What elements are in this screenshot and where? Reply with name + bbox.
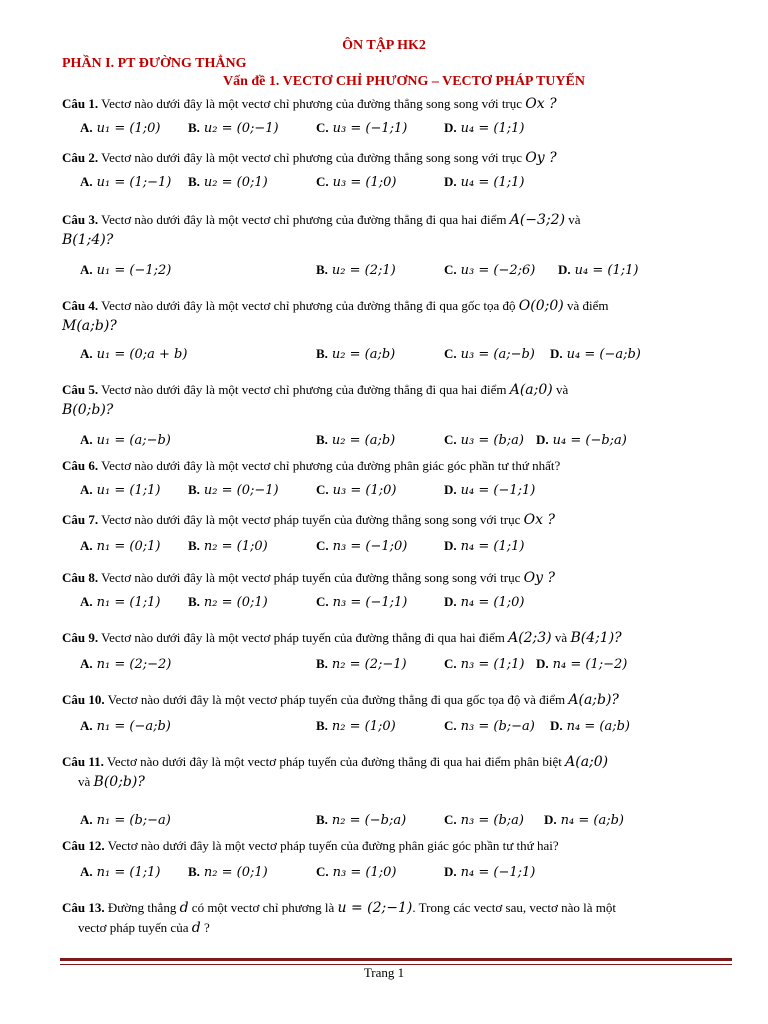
answer-row-3	[80, 262, 740, 282]
option-c[interactable]: C. n₃ = (1;1)	[444, 656, 525, 672]
option-d[interactable]: D. n₄ = (1;0)	[444, 594, 525, 610]
answer-row-6	[80, 482, 740, 502]
option-a[interactable]: A. n₁ = (b;−a)	[80, 812, 171, 828]
option-b[interactable]: B. u₂ = (0;1)	[188, 174, 268, 190]
question-4: Câu 4. Vectơ nào dưới đây là một vectơ chỉ phương của đường thẳng đi qua gốc tọa độ O(0;0) và điểm M(a;b)?	[62, 298, 609, 334]
question-label: Câu 5.	[62, 382, 99, 397]
option-c[interactable]: C. n₃ = (b;−a)	[444, 718, 535, 734]
question-math: A(2;3)	[508, 630, 552, 646]
option-a[interactable]: A. u₁ = (−1;2)	[80, 262, 172, 278]
question-text: Vectơ nào dưới đây là một vectơ chỉ phương của đường thẳng song song với trục	[101, 96, 523, 111]
page-number: Trang 1	[363, 965, 405, 980]
option-b[interactable]: B. u₂ = (a;b)	[316, 432, 396, 448]
answer-row-11	[80, 812, 740, 832]
question-label: Câu 1.	[62, 96, 99, 111]
option-a[interactable]: A. n₁ = (0;1)	[80, 538, 161, 554]
option-b[interactable]: B. n₂ = (0;1)	[188, 864, 268, 880]
question-text: Vectơ nào dưới đây là một vectơ chỉ phương của đường thẳng đi qua hai điểm	[101, 382, 507, 397]
question-6	[62, 456, 732, 476]
question-math: B(4;1)?	[570, 630, 622, 646]
option-c[interactable]: C. n₃ = (−1;0)	[316, 538, 408, 554]
question-1	[62, 94, 732, 114]
option-d[interactable]: D. n₄ = (−1;1)	[444, 864, 536, 880]
topic-heading: Vấn đề 1. VECTƠ CHỈ PHƯƠNG – VECTƠ PHÁP TUYẾN	[223, 74, 585, 89]
question-math: B(0;b)?	[62, 402, 114, 418]
question-label: Câu 6.	[62, 458, 99, 473]
option-d[interactable]: D. u₄ = (1;1)	[444, 120, 525, 136]
answer-row-7	[80, 538, 740, 558]
question-math: Oy ?	[523, 570, 555, 586]
question-text: Vectơ nào dưới đây là một vectơ pháp tuyến của đường thẳng song song với trục	[101, 512, 521, 527]
option-c[interactable]: C. u₃ = (1;0)	[316, 174, 397, 190]
question-10	[62, 690, 732, 710]
question-math: A(a;b)?	[568, 692, 619, 708]
option-c[interactable]: C. u₃ = (−2;6)	[444, 262, 536, 278]
option-b[interactable]: B. n₂ = (−b;a)	[316, 812, 407, 828]
question-label: Câu 11.	[62, 754, 104, 769]
answer-row-10	[80, 718, 740, 738]
question-math: O(0;0)	[518, 298, 564, 314]
question-11: Câu 11. Vectơ nào dưới đây là một vectơ pháp tuyến của đường thẳng đi qua hai điểm phân biệt A(a;0) và B(0;b)?	[62, 754, 609, 790]
option-d[interactable]: D. n₄ = (a;b)	[544, 812, 624, 828]
question-math: B(1;4)?	[62, 232, 114, 248]
question-8	[62, 568, 732, 588]
option-d[interactable]: D. n₄ = (1;−2)	[536, 656, 628, 672]
option-c[interactable]: C. u₃ = (a;−b)	[444, 346, 535, 362]
option-d[interactable]: D. n₄ = (1;1)	[444, 538, 525, 554]
question-3: Câu 3. Vectơ nào dưới đây là một vectơ chỉ phương của đường thẳng đi qua hai điểm A(−3;2) và B(1;4)?	[62, 212, 581, 248]
option-b[interactable]: B. u₂ = (2;1)	[316, 262, 396, 278]
option-c[interactable]: C. n₃ = (1;0)	[316, 864, 397, 880]
answer-row-4	[80, 346, 740, 366]
option-a[interactable]: A. u₁ = (1;−1)	[80, 174, 172, 190]
option-a[interactable]: A. u₁ = (a;−b)	[80, 432, 171, 448]
question-13: Câu 13. Đường thẳng d có một vectơ chỉ phương là u = (2;−1). Trong các vectơ sau, vectơ nào là một vectơ pháp tuyến của d ?	[62, 900, 617, 936]
part-heading: PHẦN I. PT ĐƯỜNG THẲNG	[62, 56, 247, 71]
option-d[interactable]: D. u₄ = (−a;b)	[550, 346, 641, 362]
answer-row-9	[80, 656, 740, 676]
answer-row-5	[80, 432, 740, 452]
question-label: Câu 2.	[62, 150, 99, 165]
question-math: A(a;0)	[565, 754, 609, 770]
option-d[interactable]: D. u₄ = (1;1)	[444, 174, 525, 190]
option-b[interactable]: B. n₂ = (1;0)	[188, 538, 268, 554]
question-math: A(−3;2)	[509, 212, 566, 228]
option-c[interactable]: C. u₃ = (1;0)	[316, 482, 397, 498]
option-d[interactable]: D. u₄ = (−1;1)	[444, 482, 536, 498]
option-a[interactable]: A. u₁ = (0;a + b)	[80, 346, 188, 362]
question-7	[62, 510, 732, 530]
option-c[interactable]: C. u₃ = (−1;1)	[316, 120, 408, 136]
question-label: Câu 4.	[62, 298, 99, 313]
option-b[interactable]: B. n₂ = (1;0)	[316, 718, 396, 734]
question-text: Vectơ nào dưới đây là một vectơ chỉ phương của đường thẳng song song với trục	[101, 150, 523, 165]
question-math: M(a;b)?	[62, 318, 117, 334]
option-b[interactable]: B. u₂ = (a;b)	[316, 346, 396, 362]
option-a[interactable]: A. u₁ = (1;0)	[80, 120, 161, 136]
answer-row-2	[80, 174, 740, 194]
question-text: Vectơ nào dưới đây là một vectơ pháp tuyến của đường phân giác góc phần tư thứ hai?	[107, 838, 559, 853]
question-math: Oy ?	[525, 150, 557, 166]
option-b[interactable]: B. u₂ = (0;−1)	[188, 120, 279, 136]
question-label: Câu 9.	[62, 630, 99, 645]
option-a[interactable]: A. n₁ = (1;1)	[80, 594, 161, 610]
option-d[interactable]: D. n₄ = (a;b)	[550, 718, 630, 734]
answer-row-1	[80, 120, 740, 140]
answer-row-8	[80, 594, 740, 614]
option-d[interactable]: D. u₄ = (1;1)	[558, 262, 639, 278]
question-math: Ox ?	[523, 512, 555, 528]
question-math: B(0;b)?	[93, 774, 145, 790]
option-a[interactable]: A. n₁ = (1;1)	[80, 864, 161, 880]
question-text: Vectơ nào dưới đây là một vectơ chỉ phương của đường phân giác góc phần tư thứ nhất?	[101, 458, 561, 473]
question-label: Câu 10.	[62, 692, 105, 707]
question-label: Câu 12.	[62, 838, 105, 853]
question-text: Vectơ nào dưới đây là một vectơ pháp tuyến của đường thẳng song song với trục	[101, 570, 521, 585]
option-a[interactable]: A. n₁ = (−a;b)	[80, 718, 171, 734]
question-math: Ox ?	[525, 96, 557, 112]
question-label: Câu 3.	[62, 212, 99, 227]
question-text: Vectơ nào dưới đây là một vectơ chỉ phương của đường thẳng đi qua gốc tọa độ	[101, 298, 516, 313]
option-a[interactable]: A. n₁ = (2;−2)	[80, 656, 172, 672]
answer-row-12	[80, 864, 740, 884]
option-a[interactable]: A. u₁ = (1;1)	[80, 482, 161, 498]
question-math: A(a;0)	[509, 382, 553, 398]
question-9: Câu 9. Vectơ nào dưới đây là một vectơ pháp tuyến của đường thẳng đi qua hai điểm A(2;3) và B(4;1)?	[62, 630, 622, 646]
question-2	[62, 148, 732, 168]
option-b[interactable]: B. u₂ = (0;−1)	[188, 482, 279, 498]
question-12	[62, 836, 732, 856]
document-title: ÔN TẬP HK2	[342, 38, 426, 53]
footer-rule	[60, 958, 732, 961]
option-b[interactable]: B. n₂ = (2;−1)	[316, 656, 407, 672]
option-c[interactable]: C. n₃ = (b;a)	[444, 812, 524, 828]
question-label: Câu 13.	[62, 900, 105, 915]
question-text: Vectơ nào dưới đây là một vectơ pháp tuyến của đường thẳng đi qua hai điểm	[101, 630, 505, 645]
question-text: Vectơ nào dưới đây là một vectơ chỉ phương của đường thẳng đi qua hai điểm	[101, 212, 507, 227]
question-5: Câu 5. Vectơ nào dưới đây là một vectơ chỉ phương của đường thẳng đi qua hai điểm A(a;0) và B(0;b)?	[62, 382, 569, 418]
question-label: Câu 7.	[62, 512, 99, 527]
question-text: Vectơ nào dưới đây là một vectơ pháp tuyến của đường thẳng đi qua hai điểm phân biệt	[106, 754, 562, 769]
question-label: Câu 8.	[62, 570, 99, 585]
question-text: Vectơ nào dưới đây là một vectơ pháp tuyến của đường thẳng đi qua gốc tọa độ và điểm	[107, 692, 566, 707]
option-d[interactable]: D. u₄ = (−b;a)	[536, 432, 627, 448]
option-b[interactable]: B. n₂ = (0;1)	[188, 594, 268, 610]
option-c[interactable]: C. u₃ = (b;a)	[444, 432, 524, 448]
option-c[interactable]: C. n₃ = (−1;1)	[316, 594, 408, 610]
